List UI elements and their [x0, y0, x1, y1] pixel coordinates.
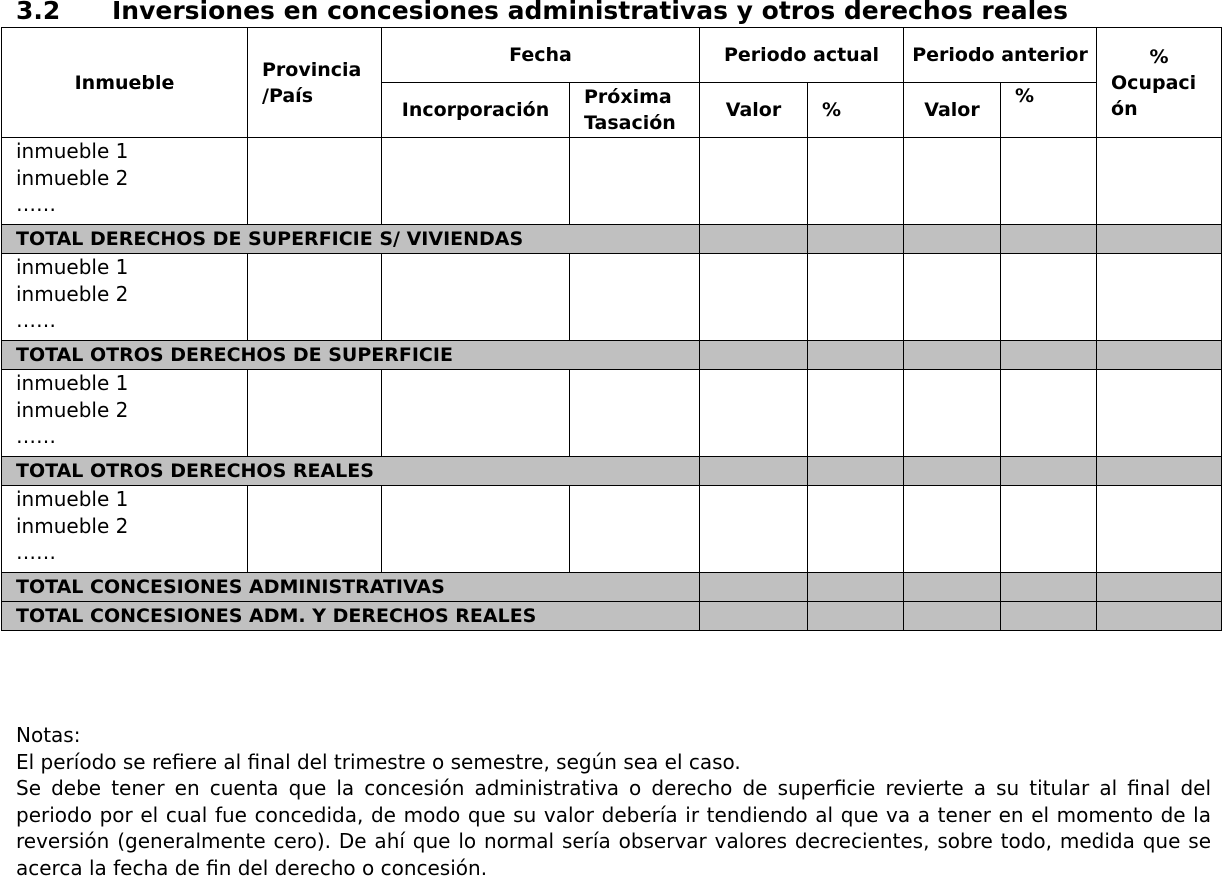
section-title [16, 0, 1068, 25]
header-fecha: Fecha [382, 28, 700, 83]
list-item: inmueble 1 [16, 255, 129, 279]
total-label: TOTAL DERECHOS DE SUPERFICIE S/ VIVIENDAS [2, 225, 700, 254]
header-periodo-anterior: Periodo anterior [904, 28, 1097, 83]
notes [16, 722, 1211, 881]
inmueble-list [2, 138, 248, 225]
table-row [2, 254, 1222, 341]
list-item: inmueble 2 [16, 281, 129, 306]
notes-line: Se debe tener en cuenta que la concesión administrativa o derecho de superficie revierte a su titular al final del periodo por el cual fue concedida, de modo que su valor debería ir tendiendo al que va a tener en el momento de la reversión (generalmente cero). De ahí que lo normal sería observar valores decrecientes, sobre todo, medida que se acerca la fecha de fin del derecho o concesión. [16, 776, 1211, 880]
table-row [2, 486, 1222, 573]
section-title-text: Inversiones en concesiones administrativas y otros derechos reales [112, 0, 1068, 25]
header-provincia: Provincia /País [248, 28, 382, 138]
inmueble-list [2, 370, 248, 457]
header-periodo-actual: Periodo actual [700, 28, 904, 83]
header-proxima-tasacion: Próxima Tasación [570, 83, 700, 138]
list-item: inmueble 1 [16, 371, 129, 395]
list-item: …… [16, 308, 56, 332]
total-label: TOTAL CONCESIONES ADMINISTRATIVAS [2, 573, 700, 602]
total-row [2, 573, 1222, 602]
total-label: TOTAL OTROS DERECHOS REALES [2, 457, 700, 486]
header-valor-actual: Valor [700, 83, 808, 138]
header-incorporacion: Incorporación [382, 83, 570, 138]
list-item: …… [16, 540, 56, 564]
header-valor-anterior: Valor [904, 83, 1001, 138]
grand-total-row [2, 602, 1222, 631]
inmueble-list [2, 254, 248, 341]
table-row [2, 138, 1222, 225]
total-row [2, 341, 1222, 370]
total-label: TOTAL OTROS DERECHOS DE SUPERFICIE [2, 341, 700, 370]
total-row [2, 225, 1222, 254]
total-row [2, 457, 1222, 486]
list-item: …… [16, 192, 56, 216]
header-pct-anterior: % [1001, 83, 1097, 138]
table-row [2, 370, 1222, 457]
list-item: inmueble 2 [16, 165, 129, 190]
list-item: …… [16, 424, 56, 448]
list-item: inmueble 1 [16, 487, 129, 511]
grand-total-label: TOTAL CONCESIONES ADM. Y DERECHOS REALES [2, 602, 700, 631]
header-ocupacion: % Ocupaci ón [1097, 28, 1222, 138]
header-inmueble: Inmueble [2, 28, 248, 138]
notes-heading: Notas: [16, 723, 81, 747]
list-item: inmueble 2 [16, 513, 129, 538]
list-item: inmueble 2 [16, 397, 129, 422]
header-pct-actual: % [808, 83, 904, 138]
notes-line: El período se refiere al final del trimestre o semestre, según sea el caso. [16, 749, 741, 774]
list-item: inmueble 1 [16, 139, 129, 163]
inmueble-list [2, 486, 248, 573]
section-number: 3.2 [16, 0, 61, 25]
investments-table [1, 27, 1222, 631]
